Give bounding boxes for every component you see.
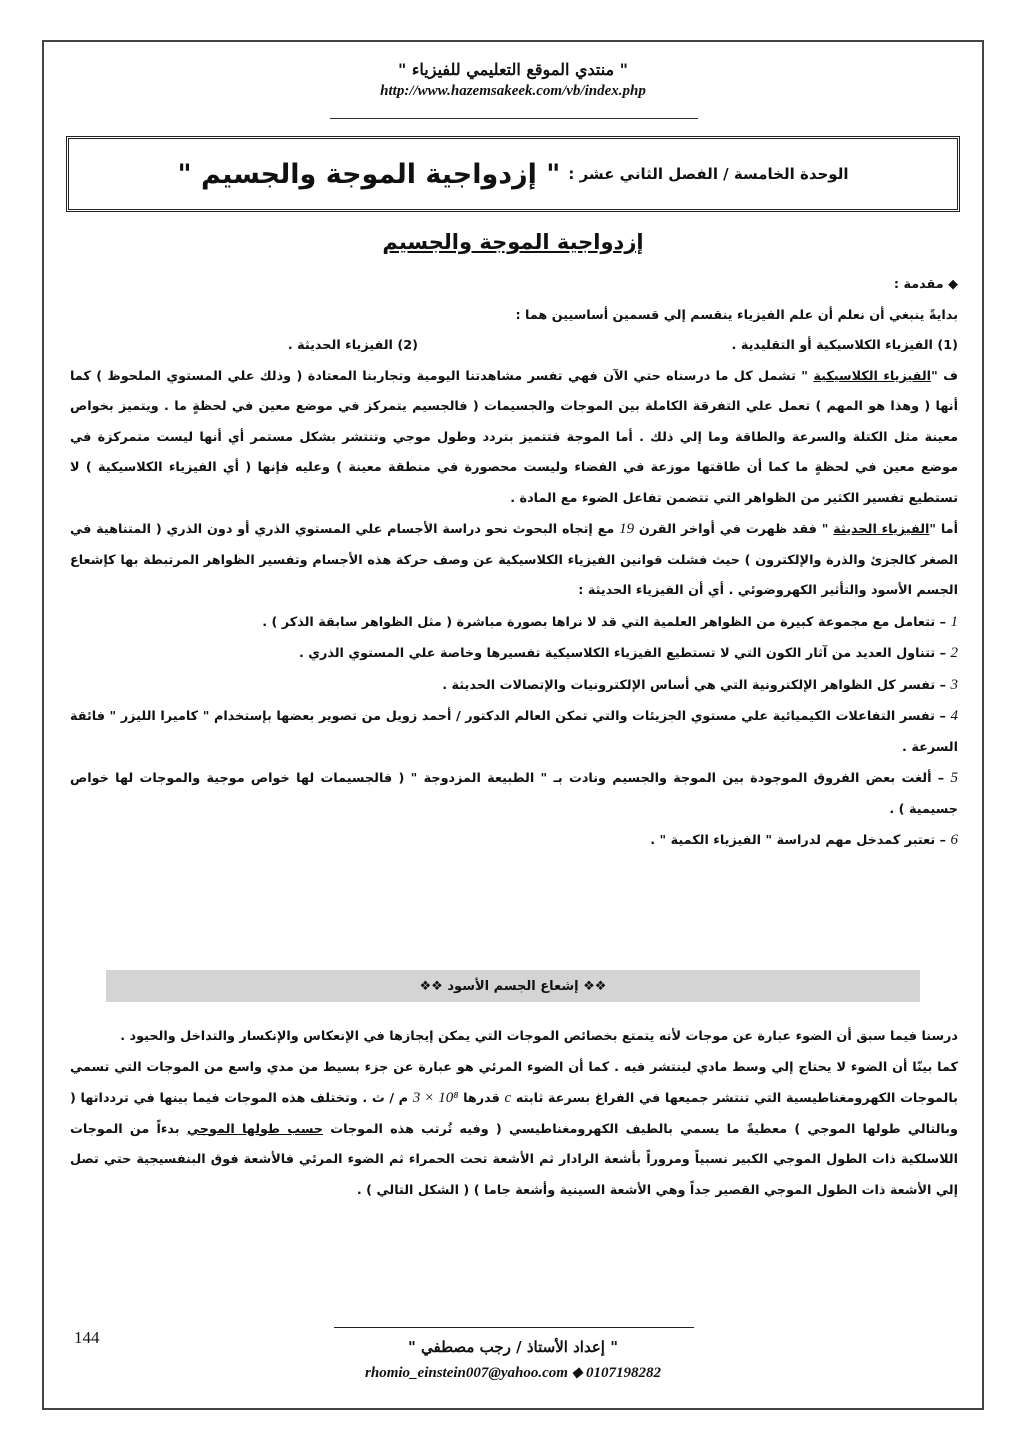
classical-text: " تشمل كل ما درسناه حتي الآن فهي تفسر مشاهدتنا اليومية وتجاربنا المعتادة ( وذلك علي المستوي الملحوظ ) كما أنها ( وهذا هو المهم ) تعمل علي التفرقة الكاملة بين الموجات والجسيمات ( فالجسيم يتمركز في موضع معين في لحظةٍ ما . ويتميز بخواص معينة مثل الكتلة والسرعة والطاقة وما إلي ذلك . أما الموجة فتتميز بتردد وطول موجي وتنتشر بشكل مستمر أي أنها ليست متمركزة في موضع معين في لحظةٍ ما كما أن طاقتها موزعة في الفضاء وليست محصورة في منطقة معينة ) وعليه فإنها ( أي الفيزياء الكلاسيكية ) لا تستطيع تفسير الكثير من الظواهر التي تتضمن تفاعل الضوء مع المادة .	[70, 368, 958, 506]
para3-text-2: بدءاً من الموجات اللاسلكية ذات الطول الموجي الكبير نسبياً ومروراً بأشعة الرادار ثم الأشعة تحت الحمراء ثم الضوء المرئي فالأشعة فوق البنفسيجية حتي تصل إلي الأشعة ذات الطول الموجي القصير جداً وهي الأشعة السينية وأشعة جاما ) ( الشكل التالي ) .	[70, 1121, 958, 1198]
classical-paragraph	[70, 362, 958, 515]
modern-prefix: أما "	[929, 522, 958, 537]
classical-prefix: ف "	[931, 368, 958, 384]
feature-text: – تتناول العديد من آثار الكون التي لا تستطيع الفيزياء الكلاسيكية تفسيرها وخاصة علي المستوي الذري .	[298, 646, 951, 661]
modern-paragraph	[70, 514, 958, 607]
contact-info: rhomio_einstein007@yahoo.com ⬥ 0107198282	[365, 1365, 661, 1381]
page-number: 144	[74, 1328, 100, 1347]
footer-divider	[334, 1327, 694, 1328]
feature-item	[70, 763, 958, 825]
body-lower	[70, 1022, 958, 1206]
section-heading-blackbody	[106, 970, 920, 1002]
branch-item-classical: (1) الفيزياء الكلاسيكية أو التقليدية .	[731, 338, 958, 353]
blackbody-paragraph-1: درسنا فيما سبق أن الضوء عبارة عن موجات لأنه يتمتع بخصائص الموجات التي يمكن إيجازها في الإنعكاس والإنكسار والتداخل والحيود .	[120, 1029, 958, 1044]
branches-list	[70, 331, 958, 362]
feature-number: 5	[950, 770, 958, 786]
page-heading: إزدواجية الموجة والجسيم	[382, 230, 644, 254]
page-frame	[42, 40, 984, 1410]
chapter-title-box	[66, 136, 960, 212]
feature-item	[70, 670, 958, 702]
chapter-unit-label: الوحدة الخامسة / الفصل الثاني عشر :	[568, 165, 849, 183]
feature-number: 2	[950, 645, 958, 661]
branch-item-modern: (2) الفيزياء الحديثة .	[287, 338, 418, 353]
forum-title: " منتدي الموقع التعليمي للفيزياء "	[397, 60, 629, 79]
feature-text: – تفسر التفاعلات الكيميائية علي مستوي الجزيئات والتي تمكن العالم الدكتور / أحمد زويل من تصوير بعضها بإستخدام " كاميرا الليزر " فائقة السرعة .	[70, 709, 958, 755]
speed-unit: م / ث .	[362, 1091, 413, 1106]
feature-text: – تتعامل مع مجموعة كبيرة من الظواهر العلمية التي قد لا نراها بصورة مباشرة ( مثل الظواهر سابقة الذكر ) .	[262, 614, 951, 630]
feature-text: – ألغت بعض الفروق الموجودة بين الموجة والجسيم ونادت بـ " الطبيعة المزدوجة " ( فالجسيمات لها خواص موجية والموجات لها خواص جسيمية ) .	[70, 771, 958, 817]
modern-text-1: " فقد ظهرت في أواخر القرن	[634, 522, 834, 537]
feature-item	[70, 825, 958, 857]
para3-underlined: حسب طولها الموجي	[186, 1121, 324, 1137]
feature-item	[70, 638, 958, 670]
feature-text: – تفسر كل الظواهر الإلكترونية التي هي أساس الإلكترونيات والإتصالات الحديثة .	[442, 677, 951, 693]
speed-text: قدرها	[458, 1091, 505, 1106]
site-header	[44, 60, 982, 100]
feature-number: 6	[950, 832, 958, 848]
classical-term: الفيزياء الكلاسيكية	[813, 368, 932, 384]
para2-text: كما بينّا أن الضوء لا يحتاج إلي وسط مادي لينتشر فيه . كما أن الضوء المرئي هو عبارة عن جزء بسيط من مدي واسع من الموجات التي تسمي بالموجات الكهرومغناطيسية التي تنتشر جميعها في الفراغ بسرعة ثابته	[70, 1059, 958, 1106]
speed-value: 3 × 10⁸	[412, 1090, 459, 1106]
forum-url[interactable]: http://www.hazemsakeek.com/vb/index.php	[380, 83, 646, 99]
feature-number: 4	[950, 708, 958, 724]
header-divider	[330, 118, 698, 119]
speed-symbol: c	[504, 1090, 512, 1106]
prepared-by: " إعداد الأستاذ / رجب مصطفي "	[407, 1338, 619, 1356]
feature-item	[70, 701, 958, 763]
chapter-title: " إزدواجية الموجة والجسيم "	[177, 158, 561, 190]
section-title: ❖❖ إشعاع الجسم الأسود ❖❖	[419, 978, 607, 994]
modern-text-2: مع إتجاه البحوث نحو دراسة الأجسام علي المستوي الذري أو دون الذري ( المتناهية في الصغر كالجزئ والذرة والإلكترون ) حيث فشلت قوانين الفيزياء الكلاسيكية عن وصف حركة هذه الأجسام وتفسير الظواهر المرتبطة بها كإشعاع الجسم الأسود والتأثير الكهروضوئي . أي أن الفيزياء الحديثة :	[70, 522, 958, 598]
intro-line: بدايةً ينبغي أن نعلم أن علم الفيزياء ينقسم إلي قسمين أساسيين هما :	[515, 307, 958, 323]
century-number: 19	[619, 521, 635, 537]
blackbody-paragraph-2	[70, 1053, 958, 1207]
feature-number: 1	[950, 613, 958, 630]
intro-heading: ◆ مقدمة :	[893, 277, 958, 292]
body-upper	[70, 270, 958, 857]
feature-item	[70, 607, 958, 639]
feature-text: – تعتبر كمدخل مهم لدراسة " الفيزياء الكمية " .	[650, 833, 951, 848]
para3-text-1: وتختلف هذه الموجات فيما بينها في تردداتها ( وبالتالي طولها الموجي ) معطيةً ما يسمي بالطيف الكهرومغناطيسي ( وفيه تُرتب هذه الموجات	[70, 1091, 958, 1137]
modern-term: الفيزياء الحديثة	[833, 522, 930, 537]
feature-number: 3	[950, 676, 958, 693]
